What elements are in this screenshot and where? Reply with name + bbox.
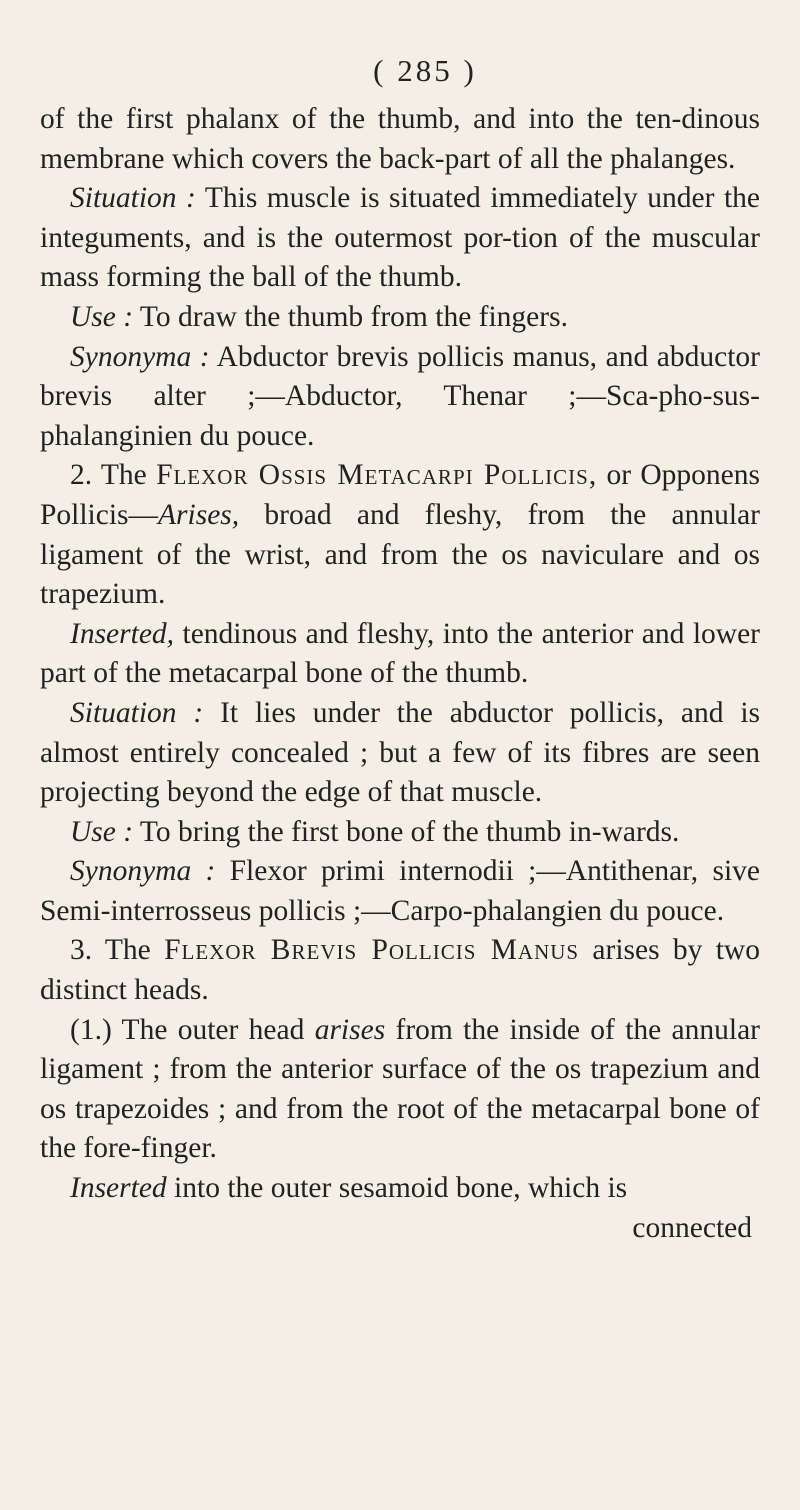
paragraph bbox=[40, 179, 760, 298]
page-body bbox=[40, 100, 760, 1248]
section-label: Synonyma : bbox=[70, 340, 210, 373]
text-run: Flexor primi internodii ;—Antithenar, sive Semi-interrosseus pollicis ;—Carpo-phalangien du pouce. bbox=[40, 855, 760, 927]
text-run: or Opponens Pollicis— bbox=[40, 459, 761, 531]
paragraph bbox=[40, 1011, 760, 1169]
paragraph bbox=[40, 338, 760, 457]
text-run: of the first phalanx of the thumb, and into the ten-dinous membrane which covers the back-part of all the phalanges. bbox=[40, 103, 760, 175]
section-label: Synonyma : bbox=[70, 855, 216, 888]
text-run: Abductor brevis pollicis manus, and abductor brevis alter ;—Abductor, Thenar ;—Sca-pho-sus-phalanginien du pouce. bbox=[40, 340, 760, 452]
section-label: arises bbox=[314, 1013, 386, 1046]
catchword: connected bbox=[632, 1211, 752, 1244]
text-run: from the inside of the annular ligament ; from the anterior surface of the os trapezium and os trapezoides ; and from the root of the metacarpal bone of the fore-finger. bbox=[40, 1013, 761, 1165]
text-run: To bring the first bone of the thumb in-wards. bbox=[133, 815, 680, 848]
paragraph bbox=[40, 298, 760, 338]
page-number-header: ( 285 ) bbox=[373, 53, 477, 88]
text-run: 2. The bbox=[70, 459, 157, 492]
paragraph bbox=[40, 813, 760, 853]
text-run: broad and fleshy, from the annular ligament of the wrist, and from the os naviculare and os trapezium. bbox=[40, 498, 760, 611]
muscle-name: Flexor Brevis Pollicis Manus bbox=[164, 934, 580, 967]
text-run: (1.) The outer head bbox=[70, 1013, 315, 1046]
text-run: arises by two distinct heads. bbox=[40, 934, 760, 1007]
section-label: Use : bbox=[70, 815, 134, 848]
section-label: Situation : bbox=[70, 182, 196, 215]
section-label: Use : bbox=[70, 300, 134, 333]
section-label: Inserted bbox=[70, 1172, 167, 1205]
text-run: To draw the thumb from the fingers. bbox=[133, 300, 568, 333]
paragraph bbox=[40, 694, 760, 813]
muscle-name: Flexor Ossis Metacarpi Pollicis, bbox=[156, 459, 598, 492]
section-label: Arises, bbox=[158, 498, 240, 531]
paragraph bbox=[40, 1169, 760, 1209]
section-label: Inserted, bbox=[70, 617, 175, 650]
text-run: This muscle is situated immediately under the integuments, and is the outermost por-tion of the muscular mass forming the ball of the thumb. bbox=[40, 182, 760, 294]
paragraph bbox=[40, 931, 760, 1010]
paragraph bbox=[40, 852, 760, 931]
paragraph bbox=[40, 456, 760, 614]
paragraph bbox=[40, 615, 760, 694]
text-run: into the outer sesamoid bone, which is bbox=[166, 1172, 628, 1205]
text-run: 3. The bbox=[70, 934, 165, 967]
text-run: It lies under the abductor pollicis, and is almost entirely concealed ; but a few of its fibres are seen projecting beyond the edge of that muscle. bbox=[40, 696, 760, 809]
paragraph bbox=[40, 100, 760, 179]
text-run: tendinous and fleshy, into the anterior and lower part of the metacarpal bone of the thumb. bbox=[40, 617, 760, 690]
book-page bbox=[40, 48, 760, 1248]
section-label: Situation : bbox=[70, 696, 204, 729]
